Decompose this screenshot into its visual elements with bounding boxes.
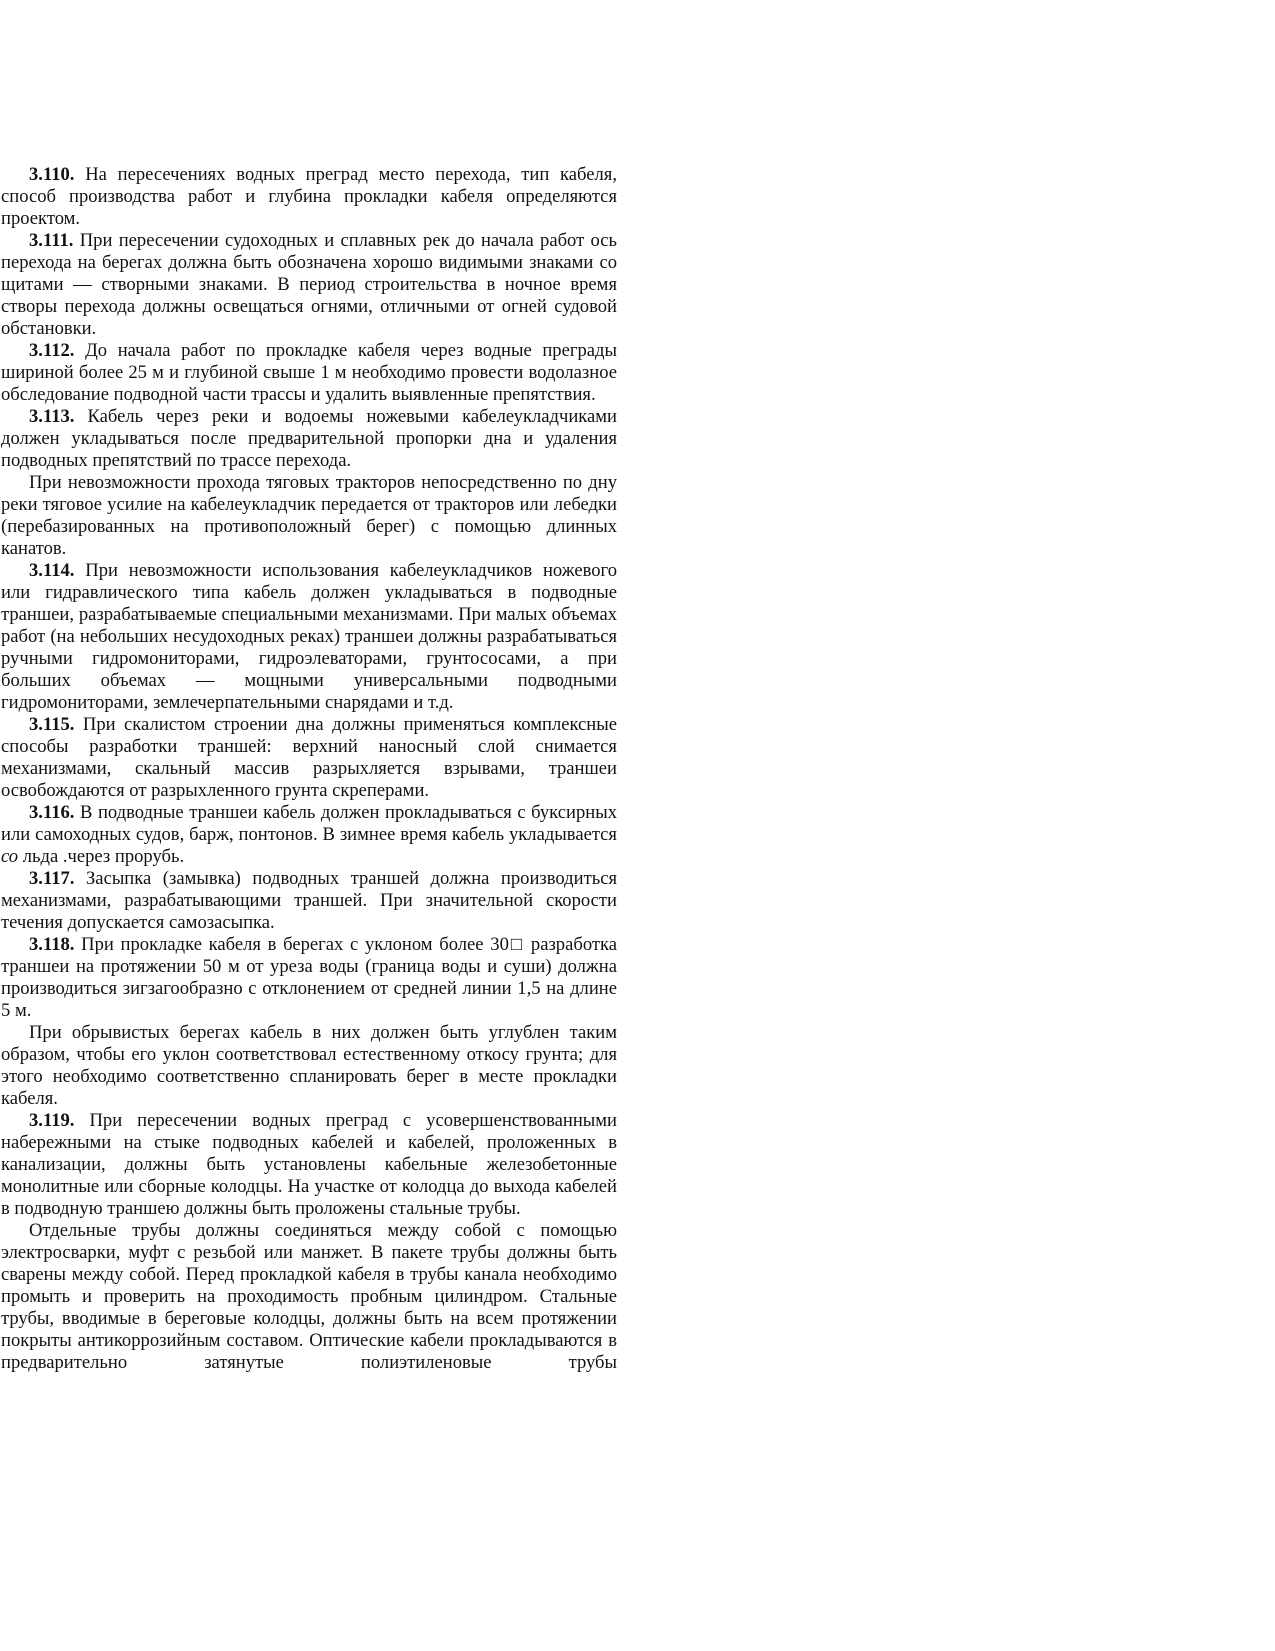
- clause-number: 3.114.: [29, 560, 75, 581]
- clause-number: 3.111.: [29, 230, 74, 251]
- paragraph-text: При обрывистых берегах кабель в них должен быть углублен таким образом, чтобы его уклон соответствовал естественному откосу грунта; для этого необходимо соответственно спланировать берег в месте прокладки кабеля.: [1, 1022, 617, 1109]
- paragraph-3-118: [1, 934, 617, 1022]
- paragraph-text: При невозможности прохода тяговых тракторов непосредственно по дну реки тяговое усилие на кабелеукладчик передается от тракторов или лебедки (перебазированных на противоположный берег) с помощью длинных канатов.: [1, 472, 617, 559]
- clause-number: 3.113.: [29, 406, 75, 427]
- paragraph-text: При скалистом строении дна должны применяться комплексные способы разработки траншей: верхний наносный слой снимается механизмами, скальный массив разрыхляется взрывами, траншеи освобождаются от разрыхленного грунта скреперами.: [1, 714, 617, 801]
- paragraph-3-111: [1, 230, 617, 340]
- paragraph-text: При пересечении судоходных и сплавных рек до начала работ ось перехода на берегах должна быть обозначена хорошо видимыми знаками со щитами — створными знаками. В период строительства в ночное время створы перехода должны освещаться огнями, отличными от огней судовой обстановки.: [1, 230, 617, 339]
- document-body: [1, 164, 617, 1374]
- paragraph-3-115: [1, 714, 617, 802]
- clause-number: 3.117.: [29, 868, 75, 889]
- clause-number: 3.112.: [29, 340, 75, 361]
- clause-number: 3.110.: [29, 164, 75, 185]
- paragraph-text: До начала работ по прокладке кабеля через водные преграды шириной более 25 м и глубиной свыше 1 м необходимо провести водолазное обследование подводной части трассы и удалить выявленные препятствия.: [1, 340, 617, 405]
- paragraph-3-116: [1, 802, 617, 868]
- paragraph-3-117: [1, 868, 617, 934]
- paragraph-3-112: [1, 340, 617, 406]
- paragraph-text: При пересечении водных преград с усовершенствованными набережными на стыке подводных кабелей и кабелей, проложенных в канализации, должны быть установлены кабельные железобетонные монолитные или сборные колодцы. На участке от колодца до выхода кабелей в подводную траншею должны быть проложены стальные трубы.: [1, 1110, 617, 1219]
- paragraph-text: льда .через прорубь.: [18, 846, 185, 867]
- paragraph-3-119-cont: [1, 1220, 617, 1374]
- paragraph-3-110: [1, 164, 617, 230]
- paragraph-text: При прокладке кабеля в берегах с уклоном более 30□ разработка траншеи на протяжении 50 м от уреза воды (граница воды и суши) должна производиться зигзагообразно с отклонением от средней линии 1,5 на длине 5 м.: [1, 934, 617, 1021]
- clause-number: 3.119.: [29, 1110, 75, 1131]
- paragraph-text: На пересечениях водных преград место перехода, тип кабеля, способ производства работ и глубина прокладки кабеля определяются проектом.: [1, 164, 617, 229]
- clause-number: 3.118.: [29, 934, 75, 955]
- paragraph-text: В подводные траншеи кабель должен прокладываться с буксирных или самоходных судов, барж, понтонов. В зимнее время кабель укладывается: [1, 802, 617, 845]
- paragraph-3-119: [1, 1110, 617, 1220]
- paragraph-3-118-cont: [1, 1022, 617, 1110]
- paragraph-text: Отдельные трубы должны соединяться между собой с помощью электросварки, муфт с резьбой или манжет. В пакете трубы должны быть сварены между собой. Перед прокладкой кабеля в трубы канала необходимо промыть и проверить на проходимость пробным цилиндром. Стальные трубы, вводимые в береговые колодцы, должны быть на всем протяжении покрыты антикоррозийным составом. Оптические кабели прокладываются в предварительно затянутые полиэтиленовые трубы: [1, 1220, 617, 1373]
- paragraph-3-114: [1, 560, 617, 714]
- paragraph-text: Кабель через реки и водоемы ножевыми кабелеукладчиками должен укладываться после предварительной пропорки дна и удаления подводных препятствий по трассе перехода.: [1, 406, 617, 471]
- clause-number: 3.116.: [29, 802, 75, 823]
- italic-text: со: [1, 846, 19, 867]
- paragraph-3-113: [1, 406, 617, 472]
- paragraph-3-113-cont: [1, 472, 617, 560]
- paragraph-text: Засыпка (замывка) подводных траншей должна производиться механизмами, разрабатывающими траншей. При значительной скорости течения допускается самозасыпка.: [1, 868, 617, 933]
- clause-number: 3.115.: [29, 714, 75, 735]
- paragraph-text: При невозможности использования кабелеукладчиков ножевого или гидравлического типа кабель должен укладываться в подводные траншеи, разрабатываемые специальными механизмами. При малых объемах работ (на небольших несудоходных реках) траншеи должны разрабатываться ручными гидромониторами, гидроэлеваторами, грунтососами, а при больших объемах — мощными универсальными подводными гидромониторами, землечерпательными снарядами и т.д.: [1, 560, 617, 713]
